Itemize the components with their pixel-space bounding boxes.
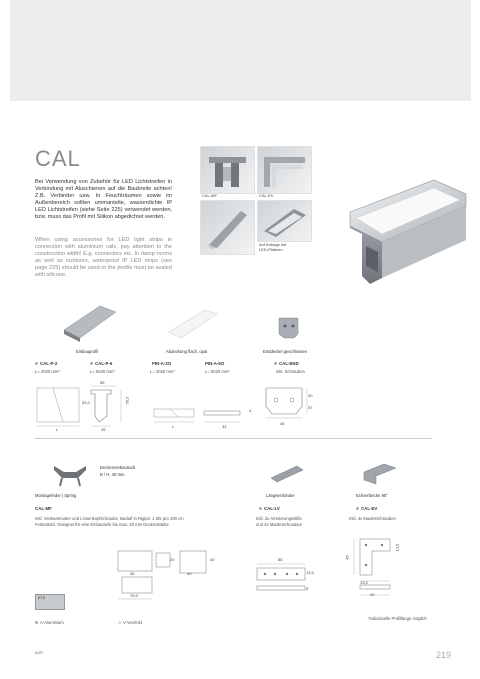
caption-profile: Einbauprofil bbox=[76, 349, 99, 354]
alu-dot-icon bbox=[259, 507, 262, 510]
connector-image bbox=[267, 462, 307, 488]
dim-spring-a: 36 bbox=[130, 571, 135, 576]
spring-desc-2: Federstahl. Geeignet für eine Einbautiefe bis max. 20 mm Deckenstärke bbox=[35, 522, 169, 527]
dim-connector-h: 13,5 bbox=[306, 570, 314, 575]
photo-label-mf: CAL-MF bbox=[202, 193, 217, 198]
connector-desc-2: und 4x Madenschrauben bbox=[256, 522, 303, 527]
dim-cover-l: L bbox=[172, 424, 175, 429]
legend-zinc-text: V-Verzinkt bbox=[123, 620, 142, 625]
alu-dot-icon bbox=[356, 507, 359, 510]
dim-profile-h: 56,5 bbox=[124, 396, 130, 405]
photo-label-led-1: Auf Anfrage mit bbox=[259, 242, 287, 247]
dim-corner-c: 13,5 bbox=[360, 580, 368, 585]
photo-led-profile bbox=[257, 200, 312, 242]
code-cal-end bbox=[274, 361, 299, 366]
legend-swatch bbox=[35, 594, 65, 610]
dim-spring-b: 40 bbox=[187, 571, 192, 576]
legend-alu-text: A-Aluminium bbox=[40, 620, 64, 625]
connector-desc-1: Inkl. 2x Arretierungsstifte bbox=[256, 516, 302, 521]
drawing-spring bbox=[112, 545, 222, 605]
cover-drawing-icon bbox=[152, 405, 252, 430]
photo-label-ev: CAL-EV bbox=[259, 193, 274, 198]
alu-dot-icon bbox=[35, 621, 38, 624]
drawing-endcap bbox=[262, 382, 314, 422]
dim-corner-a: 45 bbox=[344, 555, 350, 560]
drawing-cover bbox=[152, 405, 252, 430]
corner-label: Eckverbinder 90° bbox=[356, 493, 388, 498]
section-divider bbox=[35, 438, 432, 439]
zinc-dot-icon bbox=[118, 621, 121, 624]
spring-code: CAL-MF bbox=[35, 506, 52, 511]
dim-cover-w: 33 bbox=[222, 424, 227, 429]
alu-dot-icon bbox=[90, 362, 93, 365]
alu-dot-icon bbox=[35, 362, 38, 365]
code-text: CAL-LV bbox=[264, 506, 280, 511]
code-pin-a-2o: PIN-A-2O bbox=[152, 361, 172, 366]
code-pin-a-5o: PIN-A-5O bbox=[205, 361, 225, 366]
dim-profile-in: 53,2 bbox=[82, 400, 90, 405]
led-profile-photo-icon bbox=[258, 201, 311, 241]
corner-icon bbox=[360, 462, 400, 488]
dim-connector-l: 86 bbox=[278, 557, 283, 562]
profile-render bbox=[342, 172, 467, 290]
connector-code bbox=[259, 506, 280, 511]
len-cal-p-5: L= 5020 mm* bbox=[90, 369, 116, 374]
dim-spring-c: 76,5 bbox=[130, 593, 138, 598]
ceiling-label: Deckeneinbaumaß bbox=[100, 465, 136, 470]
dim-cover-h: 4 bbox=[249, 408, 252, 413]
description-english: When using accessories for LED light strips in connection with aluminium rails, pay attention to the construction width! E.g. connectors etc. In damp rooms as well as outdoors, waterproof IP LED strips (see page 225) should be used or the profile must be sealed with silicone. bbox=[35, 237, 172, 279]
product-image-endcap bbox=[276, 314, 302, 340]
profile-product-icon bbox=[60, 302, 120, 342]
photo-angle bbox=[200, 200, 255, 255]
mounting-spring-photo-icon bbox=[201, 147, 254, 193]
len-cal-p-2: L= 2020 mm* bbox=[35, 369, 61, 374]
header-band bbox=[10, 0, 471, 101]
legend-swatch-text: ETS bbox=[38, 596, 45, 600]
footer-code: AGR bbox=[35, 651, 43, 655]
cover-product-icon bbox=[165, 306, 220, 342]
product-image-profile bbox=[60, 302, 120, 342]
dim-profile-wbottom: 45 bbox=[101, 427, 106, 432]
aluminium-profile-icon bbox=[342, 172, 467, 290]
legend-zinc bbox=[118, 620, 142, 625]
spring-icon bbox=[50, 462, 90, 488]
dim-spring-e: 40 bbox=[210, 557, 215, 562]
photo-mounting-spring bbox=[200, 146, 255, 194]
corner-photo-icon bbox=[258, 147, 311, 193]
dim-corner-b: 13,5 bbox=[394, 543, 400, 552]
drawing-corner bbox=[350, 535, 410, 600]
photo-corner-connector bbox=[257, 146, 312, 194]
alu-dot-icon bbox=[274, 362, 277, 365]
dim-spring-d: 20 bbox=[170, 557, 175, 562]
endcap-drawing-icon bbox=[262, 382, 314, 422]
dim-profile-wtop: 56 bbox=[100, 380, 105, 385]
code-text: CAL-P-2 bbox=[40, 361, 58, 366]
dim-connector-t: 5 bbox=[306, 586, 309, 591]
dim-end-h2: 57 bbox=[308, 405, 313, 410]
code-text: CAL-P-5 bbox=[95, 361, 113, 366]
corner-desc: Inkl. 4x Madenschrauben bbox=[349, 516, 396, 521]
caption-cover: Abdeckung flach, opal bbox=[166, 349, 208, 354]
dim-end-h1: 30 bbox=[308, 393, 313, 398]
dim-corner-d: 40 bbox=[370, 592, 375, 597]
dim-profile-l: L bbox=[56, 427, 59, 432]
caption-endcap: Endde​ckel geschlossen bbox=[263, 349, 307, 354]
connector-icon bbox=[267, 462, 307, 488]
page-title: CAL bbox=[35, 146, 81, 171]
endcap-product-icon bbox=[276, 314, 302, 340]
code-text: CAL-EV bbox=[361, 506, 378, 511]
code-text: CAL-END bbox=[279, 361, 299, 366]
page-number: 219 bbox=[436, 650, 452, 660]
spring-drawing-icon bbox=[112, 545, 222, 605]
legend-alu bbox=[35, 620, 64, 625]
legend-note: *individuelle Profillänge möglich bbox=[368, 616, 427, 621]
connector-label: Längsverbinder bbox=[266, 493, 295, 498]
corner-drawing-icon bbox=[350, 535, 410, 600]
spring-label: Montagefeder | Spring bbox=[35, 493, 77, 498]
corner-image bbox=[360, 462, 400, 488]
spring-image bbox=[50, 462, 90, 488]
description-german: Bei Verwendung von Zubehör für LED Lichtstreifen in Verbindung mit Aluschienen auf die Baubreite achten! Z.B. Verbinder usw. In Feuchträumen sowie im Außenbereich sollten ummantelte, wasserdichte IP LED Lichtstreifen (siehe Seite 225) verwendet werden, bzw. muss das Profil mit Silikon abgedichtet werden. bbox=[35, 179, 172, 221]
code-cal-p-5 bbox=[90, 361, 112, 366]
photo-label-led-2: LED-Platinen bbox=[259, 247, 283, 252]
code-cal-p-2 bbox=[35, 361, 57, 366]
spring-desc-1: Inkl. Vierkantmutter und Linsenkopfschraube, Bedarf in Rigips: 1 Stk pro 100 cm bbox=[35, 516, 184, 521]
ceiling-value: B / H: 40 mm bbox=[100, 472, 125, 477]
len-cal-end: inkl. Schrauben bbox=[276, 369, 305, 374]
corner-code bbox=[356, 506, 377, 511]
product-image-cover bbox=[165, 306, 220, 342]
dim-end-w: 45 bbox=[280, 421, 285, 426]
len-pin-a-2o: L= 2020 mm* bbox=[150, 369, 176, 374]
angle-photo-icon bbox=[201, 201, 254, 254]
len-pin-a-5o: L= 5020 mm* bbox=[205, 369, 231, 374]
